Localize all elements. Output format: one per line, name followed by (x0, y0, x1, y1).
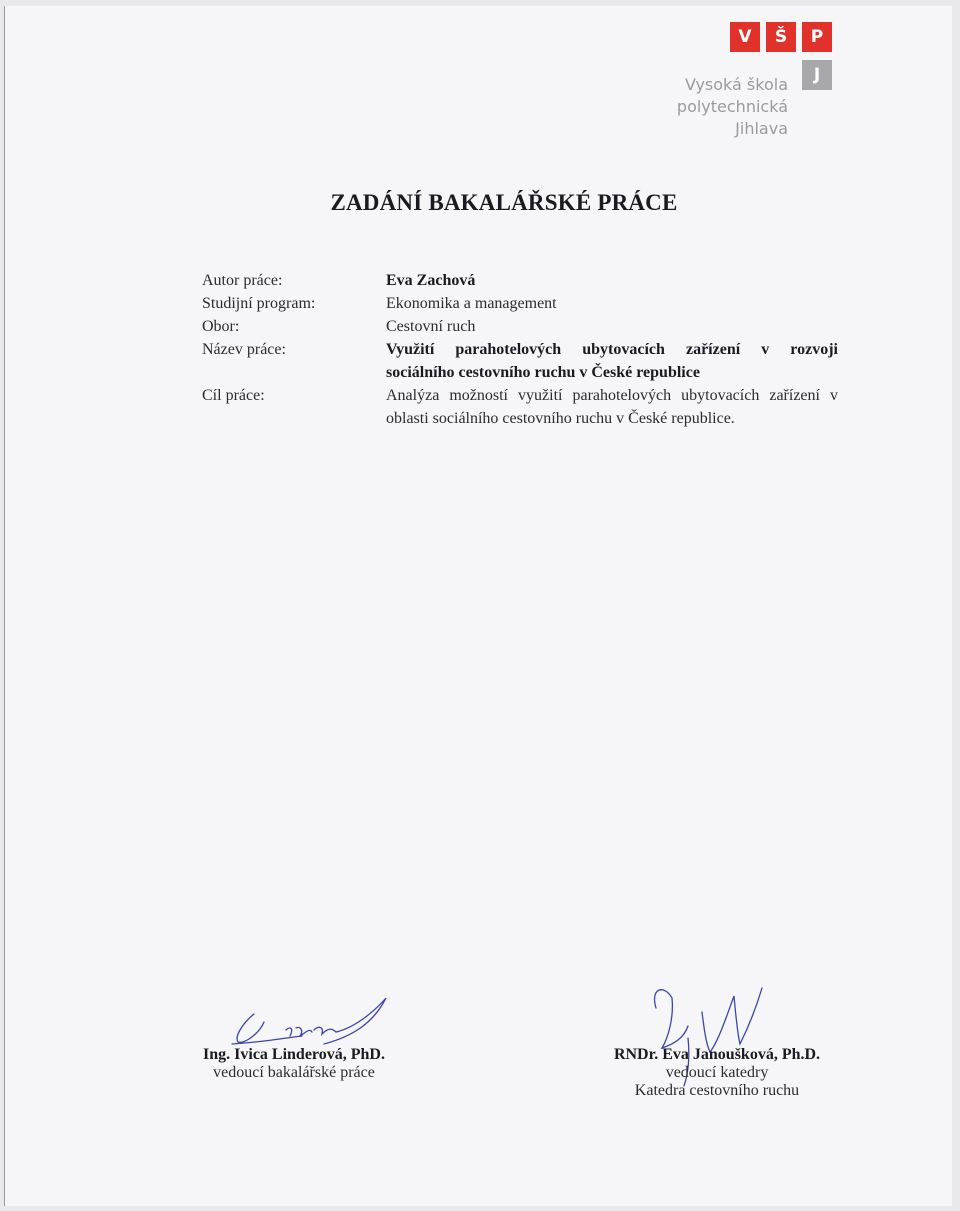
head-signature (592, 1046, 842, 1100)
program-label: Studijní program: (202, 295, 316, 312)
program-value: Ekonomika a management (386, 295, 557, 312)
document-page (4, 6, 952, 1206)
document-title: ZADÁNÍ BAKALÁŘSKÉ PRÁCE (330, 190, 678, 215)
supervisor-name: Ing. Ivica Linderová, PhD. (203, 1046, 385, 1063)
logo-name-line: Vysoká škola (684, 75, 788, 94)
thesis-title-line-2: sociálního cestovního ruchu v České republice (386, 364, 700, 381)
goal-line-1: Analýza možností využití parahotelových ubytovacích zařízení v (386, 387, 838, 404)
logo-letter-p: P (802, 22, 832, 52)
author-label: Autor práce: (202, 272, 283, 289)
field-value: Cestovní ruch (386, 318, 476, 335)
head-role: vedoucí katedry (665, 1064, 769, 1081)
logo-letter-s: Š (766, 22, 796, 52)
goal-line-2: oblasti sociálního cestovního ruchu v České republice. (386, 410, 735, 427)
logo-name-line: polytechnická (676, 97, 788, 116)
logo-letter-v: V (730, 22, 760, 52)
supervisor-signature (186, 1046, 402, 1082)
supervisor-signature-icon (224, 992, 394, 1052)
school-logo (676, 18, 840, 148)
thesis-title-line-1: Využití parahotelových ubytovacích zařízení v rozvoji (386, 341, 838, 358)
supervisor-role: vedoucí bakalářské práce (213, 1064, 375, 1081)
logo-letter-j: J (802, 60, 832, 90)
goal-label: Cíl práce: (202, 387, 265, 404)
head-name: RNDr. Eva Janoušková, Ph.D. (613, 1046, 821, 1063)
thesis-title-label: Název práce: (202, 341, 286, 358)
logo-name-line: Jihlava (735, 119, 788, 138)
field-label: Obor: (202, 318, 240, 335)
head-department: Katedra cestovního ruchu (634, 1082, 800, 1099)
author-value: Eva Zachová (386, 272, 476, 289)
logo-school-name (677, 74, 788, 140)
page-edge (4, 6, 5, 1206)
